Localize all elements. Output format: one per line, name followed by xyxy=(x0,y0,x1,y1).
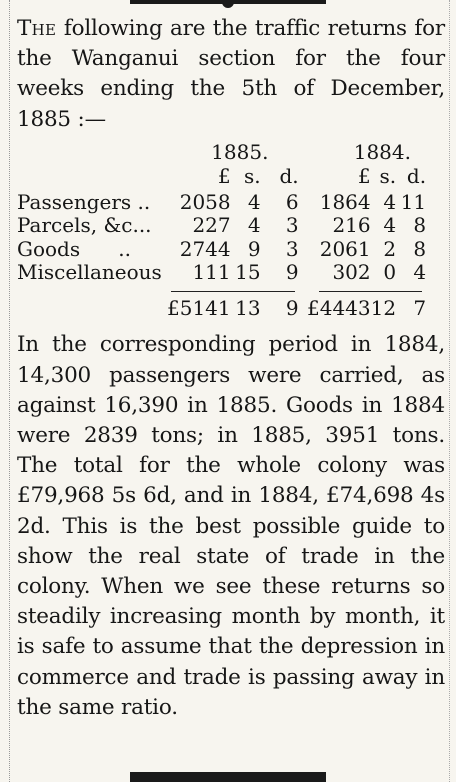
cell-value: 2 xyxy=(383,236,397,261)
table-row xyxy=(17,238,426,262)
total-rule-row xyxy=(17,285,426,297)
cell-value: 9 xyxy=(247,236,261,261)
row-label: Miscellaneous xyxy=(17,260,162,285)
table-year-row xyxy=(17,141,426,166)
traffic-returns-table xyxy=(17,141,426,327)
cell-value: 3 xyxy=(285,213,299,238)
bottom-ornament-rule xyxy=(130,772,326,782)
cell-value: 6 xyxy=(285,189,299,214)
total-value: 12 xyxy=(370,295,397,320)
top-ornament-dot xyxy=(222,0,234,8)
table-units-row xyxy=(17,165,426,191)
cell-value: 9 xyxy=(285,260,299,285)
total-value: 7 xyxy=(413,295,427,320)
cell-value: 2058 xyxy=(179,189,231,214)
intro-paragraph xyxy=(17,14,445,135)
unit-shillings: s. xyxy=(379,164,397,189)
cell-value: 1864 xyxy=(319,189,371,214)
cell-value: 4 xyxy=(413,260,427,285)
year-header-1884: 1884. xyxy=(353,139,411,164)
row-label: Passengers .. xyxy=(17,189,151,214)
total-value: 9 xyxy=(285,295,299,320)
unit-pounds: £ xyxy=(217,164,231,189)
article-column xyxy=(17,14,445,723)
total-value: £5141 xyxy=(167,295,231,320)
total-value: £4443 xyxy=(307,295,371,320)
cell-value: 15 xyxy=(235,260,261,285)
table-row xyxy=(17,191,426,215)
cell-value: 4 xyxy=(383,213,397,238)
cell-value: 302 xyxy=(332,260,371,285)
body-paragraph: In the corresponding period in 1884, 14,300 passengers were carried, as against 16,390 in 1885. Goods in 1884 were 2839 tons; in 1885, 3951 tons. The total for the whole colony was £79,968 5s 6d, and in 1884, £74,698 4s 2d. This is the best possible guide to show the real state of trade in the colony. When we see these returns so steadily increasing month by month, it is safe to assume that the depression in commerce and trade is passing away in the same ratio. xyxy=(17,332,445,720)
cell-value: 3 xyxy=(285,236,299,261)
column-rule-right xyxy=(449,0,450,782)
unit-shillings: s. xyxy=(244,164,261,189)
total-rule-1885 xyxy=(171,291,295,292)
cell-value: 111 xyxy=(192,260,231,285)
table-row xyxy=(17,214,426,238)
row-label: Goods .. xyxy=(17,236,131,261)
total-rule-1884 xyxy=(319,291,422,292)
cell-value: 216 xyxy=(332,213,371,238)
unit-pence: d. xyxy=(279,164,299,189)
cell-value: 4 xyxy=(247,213,261,238)
cell-value: 8 xyxy=(413,236,427,261)
table-total-row xyxy=(17,297,426,327)
cell-value: 11 xyxy=(400,189,427,214)
unit-pence: d. xyxy=(406,164,427,189)
cell-value: 4 xyxy=(247,189,261,214)
column-rule-left xyxy=(9,0,10,782)
intro-lead-word: The xyxy=(17,16,57,41)
cell-value: 2061 xyxy=(319,236,371,261)
table-row xyxy=(17,261,426,285)
cell-value: 8 xyxy=(413,213,427,238)
cell-value: 2744 xyxy=(179,236,231,261)
row-label: Parcels, &c... xyxy=(17,213,152,238)
cell-value: 227 xyxy=(192,213,231,238)
unit-pounds: £ xyxy=(357,164,371,189)
total-value: 13 xyxy=(235,295,261,320)
cell-value: 4 xyxy=(383,189,397,214)
intro-text: following are the traffic returns for the Wanganui section for the four weeks ending the 5th of December, 1885 :— xyxy=(17,16,445,132)
cell-value: 0 xyxy=(383,260,397,285)
year-header-1885: 1885. xyxy=(211,139,269,164)
